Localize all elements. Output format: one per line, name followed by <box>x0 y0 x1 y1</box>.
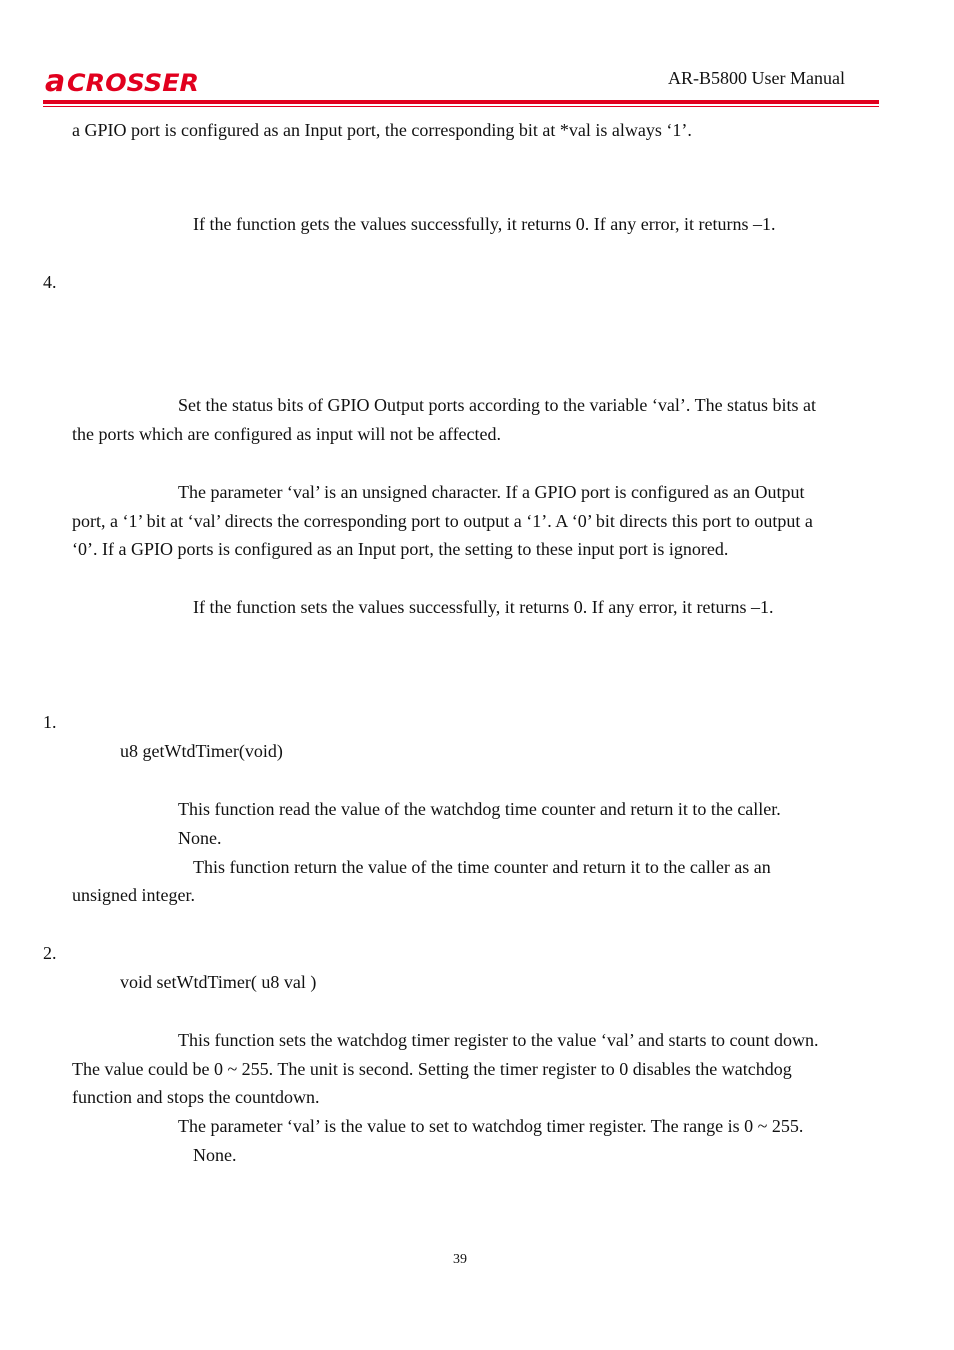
function-signature-setwtdtimer: void setWtdTimer( u8 val ) <box>120 972 317 992</box>
section-number-2: 2. <box>43 943 57 963</box>
text-line-get-wtd-description: This function read the value of the watchdog time counter and return it to the caller. <box>178 799 781 819</box>
section-number-1: 1. <box>43 712 57 732</box>
text-line-set-parameter-2: port, a ‘1’ bit at ‘val’ directs the corresponding port to output a ‘1’. A ‘0’ bit directs this port to output a <box>72 511 813 531</box>
text-line-set-wtd-parameter: The parameter ‘val’ is the value to set to watchdog timer register. The range is 0 ~ 255. <box>178 1116 804 1136</box>
text-line-get-wtd-return-1: This function return the value of the time counter and return it to the caller as an <box>193 857 771 877</box>
text-line-set-wtd-description-3: function and stops the countdown. <box>72 1087 320 1107</box>
logo-wordmark: CROSSER <box>67 69 199 97</box>
text-line-set-description-1: Set the status bits of GPIO Output ports according to the variable ‘val’. The status bits at <box>178 395 817 415</box>
text-line-set-return: If the function sets the values successfully, it returns 0. If any error, it returns –1. <box>193 597 774 617</box>
text-line-set-wtd-description-2: The value could be 0 ~ 255. The unit is second. Setting the timer register to 0 disables the watchdog <box>72 1059 792 1079</box>
text-line-gpio-input-note: a GPIO port is configured as an Input port, the corresponding bit at *val is always ‘1’. <box>72 120 692 140</box>
text-line-get-wtd-parameter: None. <box>178 828 222 848</box>
text-line-get-wtd-return-2: unsigned integer. <box>72 885 195 905</box>
section-number-4: 4. <box>43 272 57 292</box>
logo-a-mark: a <box>45 64 66 97</box>
text-line-set-wtd-description-1: This function sets the watchdog timer register to the value ‘val’ and starts to count down. <box>178 1030 819 1050</box>
text-line-get-return: If the function gets the values successfully, it returns 0. If any error, it returns –1. <box>193 214 776 234</box>
page-number: 39 <box>453 1252 467 1267</box>
text-line-set-wtd-return: None. <box>193 1145 237 1165</box>
document-title: AR-B5800 User Manual <box>668 68 845 88</box>
function-signature-getwtdtimer: u8 getWtdTimer(void) <box>120 741 283 761</box>
header-rule-thick <box>43 100 879 104</box>
text-line-set-parameter-1: The parameter ‘val’ is an unsigned character. If a GPIO port is configured as an Output <box>178 482 805 502</box>
acrosser-logo <box>43 63 203 97</box>
text-line-set-parameter-3: ‘0’. If a GPIO ports is configured as an Input port, the setting to these input port is ignored. <box>72 539 729 559</box>
text-line-set-description-2: the ports which are configured as input will not be affected. <box>72 424 502 444</box>
header-rule-thin <box>43 106 879 107</box>
